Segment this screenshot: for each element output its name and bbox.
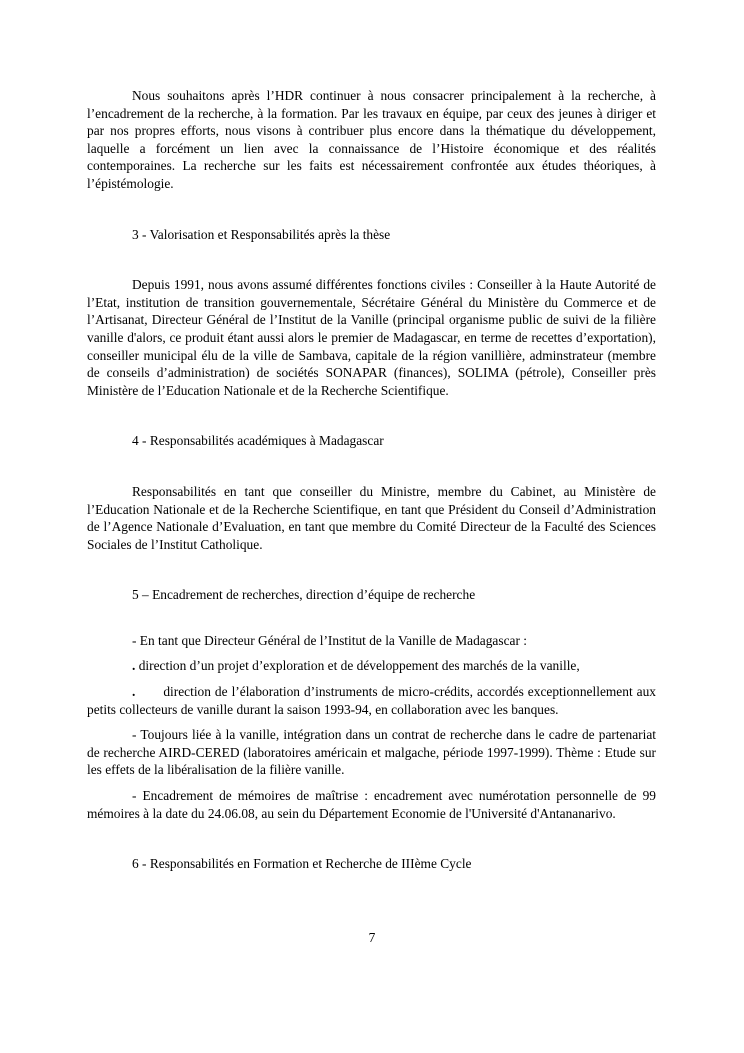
page-body [87, 87, 656, 873]
list-item-micro-credit [87, 683, 656, 718]
paragraph-academic-responsibilities: Responsabilités en tant que conseiller du Ministre, membre du Cabinet, au Ministère de l’Education Nationale et de la Recherche Scientifique, en tant que Président du Conseil d’Administration de l’Agence Nationale d’Evaluation, en tant que membre du Comité Directeur de la Faculté des Sciences Sociales de l’Institut Catholique. [87, 483, 656, 552]
list-item-market-project [87, 657, 656, 675]
paragraph-hdr-plans: Nous souhaitons après l’HDR continuer à nous consacrer principalement à la recherche, à l’encadrement de la recherche, à la formation. Par les travaux en équipe, par ceux des jeunes à diriger et par nos propres efforts, nous visons à contribuer plus encore dans la thématique du développement, laquelle a forcément un lien avec la connaissance de l’Histoire économique et des réalités contemporaines. La recherche sur les faits est nécessairement confrontée aux études théoriques, à l’épistémologie. [87, 88, 656, 191]
heading-section-3: 3 - Valorisation et Responsabilités après la thèse [132, 226, 391, 242]
heading-section-6: 6 - Responsabilités en Formation et Recherche de IIIème Cycle [132, 856, 472, 872]
paragraph-thesis-supervision: - Encadrement de mémoires de maîtrise : encadrement avec numérotation personnelle de 99 mémoires à la date du 24.06.08, au sein du Département Economie de l'Université d'Antananarivo. [87, 788, 656, 821]
bullet-dot: . [132, 684, 136, 700]
paragraph-research-contract: - Toujours liée à la vanille, intégration dans un contrat de recherche dans le cadre de partenariat de recherche AIRD-CERED (laboratoires américain et malgache, période 1997-1999). Thème : Etude sur les effets de la libéralisation de la filière vanille. [87, 727, 656, 778]
page-number: 7 [368, 930, 376, 945]
list-item-text: direction d’un projet d’exploration et de développement des marchés de la vanille, [138, 658, 580, 674]
paragraph-director-role: - En tant que Directeur Général de l’Institut de la Vanille de Madagascar : [132, 632, 527, 648]
bullet-dot: . [132, 658, 136, 674]
paragraph-civil-functions: Depuis 1991, nous avons assumé différentes fonctions civiles : Conseiller à la Haute Autorité de l’Etat, institution de transition gouvernementale, Sécrétaire Général du Ministère du Commerce et de l’Artisanat, Directeur Général de l’Institut de la Vanille (principal organisme public de suivi de la filière vanille d'alors, ce produit étant aussi alors le premier de Madagascar, en terme de recettes d’exportation), conseiller municipal élu de la ville de Sambava, capitale de la région vanillière, adminstrateur (membre de conseils d’administration) de sociétés SONAPAR (finances), SOLIMA (pétrole), Conseiller près Ministère de l’Education Nationale et de la Recherche Scientifique. [87, 277, 656, 398]
heading-section-4: 4 - Responsabilités académiques à Madagascar [132, 433, 384, 449]
list-item-text: direction de l’élaboration d’instruments de micro-crédits, accordés exceptionnellement aux petits collecteurs de vanille durant la saison 1993-94, en collaboration avec les banques. [87, 684, 656, 717]
heading-section-5: 5 – Encadrement de recherches, direction d’équipe de recherche [132, 587, 476, 603]
